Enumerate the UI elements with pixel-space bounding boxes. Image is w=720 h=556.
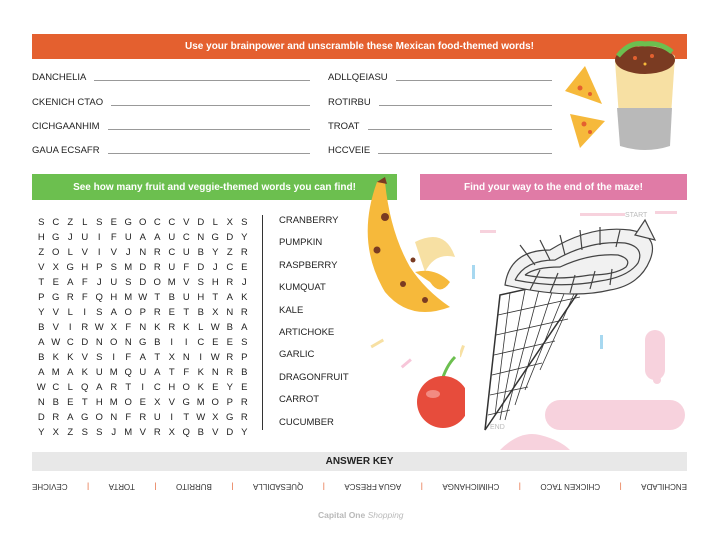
answer-separator: |	[154, 482, 157, 492]
grid-letter: W	[210, 322, 220, 333]
wordsearch-banner	[32, 174, 397, 200]
grid-letter: V	[52, 322, 59, 333]
answer-separator: |	[87, 482, 90, 492]
grid-letter: F	[81, 277, 88, 288]
grid-letter: U	[182, 292, 190, 303]
grid-letter: Z	[67, 217, 74, 228]
grid-letter: J	[67, 232, 73, 243]
grid-letter: J	[125, 247, 131, 258]
grid-letter: M	[167, 277, 176, 288]
grid-letter: G	[124, 217, 132, 228]
maze-end-label: END	[490, 424, 505, 431]
grid-letter: L	[67, 382, 73, 393]
grid-letter: L	[82, 217, 88, 228]
grid-letter: L	[67, 247, 73, 258]
grid-letter: R	[226, 277, 234, 288]
grid-letter: Y	[241, 232, 248, 243]
grid-letter: W	[210, 352, 220, 363]
word-item: KUMQUAT	[279, 282, 326, 294]
grid-letter: U	[168, 232, 176, 243]
grid-letter: K	[154, 322, 161, 333]
grid-letter: Y	[38, 307, 45, 318]
grid-letter: S	[241, 337, 248, 348]
grid-letter: I	[170, 337, 174, 348]
grid-letter: E	[67, 397, 74, 408]
grid-letter: M	[124, 292, 133, 303]
grid-letter: X	[168, 352, 175, 363]
answer-item: CEVICHE	[32, 482, 68, 492]
footer-brand	[318, 510, 404, 520]
grid-letter: E	[52, 277, 59, 288]
grid-letter: X	[226, 217, 233, 228]
grid-letter: A	[241, 322, 248, 333]
grid-letter: Y	[226, 382, 233, 393]
grid-letter: V	[110, 247, 117, 258]
grid-letter: M	[109, 397, 118, 408]
grid-letter: D	[226, 427, 234, 438]
burrito-illustration	[560, 36, 685, 156]
grid-letter: T	[212, 292, 219, 303]
grid-letter: D	[37, 412, 45, 423]
grid-letter: I	[170, 412, 174, 423]
grid-letter: A	[96, 382, 103, 393]
grid-letter: A	[67, 412, 74, 423]
grid-letter: E	[212, 382, 219, 393]
word-item: CARROT	[279, 394, 320, 406]
grid-letter: P	[96, 262, 103, 273]
grid-letter: X	[52, 427, 59, 438]
grid-letter: H	[168, 382, 176, 393]
grid-row	[34, 215, 252, 230]
grid-letter: R	[240, 397, 248, 408]
grid-letter: A	[139, 352, 146, 363]
grid-letter: U	[81, 232, 89, 243]
grid-letter: C	[182, 232, 190, 243]
grid-letter: J	[96, 277, 102, 288]
grid-letter: C	[168, 217, 176, 228]
grid-letter: B	[52, 397, 59, 408]
grid-letter: R	[226, 367, 234, 378]
grid-letter: H	[81, 262, 89, 273]
answer-separator: |	[420, 482, 423, 492]
grid-letter: U	[124, 232, 132, 243]
grid-letter: J	[212, 262, 218, 273]
grid-row	[34, 245, 252, 260]
grid-letter: Q	[81, 382, 89, 393]
grid-letter: V	[139, 427, 146, 438]
grid-letter: C	[197, 337, 205, 348]
grid-letter: K	[81, 367, 88, 378]
grid-letter: G	[182, 397, 190, 408]
grid-letter: C	[168, 247, 176, 258]
grid-letter: L	[67, 307, 73, 318]
answer-key-bar	[32, 452, 687, 471]
grid-letter: P	[241, 352, 248, 363]
grid-letter: X	[52, 262, 59, 273]
grid-letter: F	[125, 322, 132, 333]
grid-letter: T	[81, 397, 88, 408]
grid-letter: S	[81, 427, 88, 438]
fruit-illustration	[355, 172, 465, 432]
grid-letter: O	[211, 397, 219, 408]
grid-letter: N	[139, 322, 147, 333]
answer-separator: |	[322, 482, 325, 492]
grid-letter: G	[52, 292, 60, 303]
grid-letter: J	[111, 427, 117, 438]
grid-letter: R	[240, 307, 248, 318]
grid-letter: V	[81, 352, 88, 363]
grid-letter: P	[38, 292, 45, 303]
grid-letter: K	[183, 322, 190, 333]
grid-letter: O	[110, 337, 118, 348]
grid-row	[34, 305, 252, 320]
grid-letter: D	[139, 262, 147, 273]
grid-letter: T	[183, 307, 190, 318]
grid-letter: S	[241, 217, 248, 228]
unscramble-item: ADLLQEIASU	[328, 72, 552, 83]
grid-letter: G	[66, 262, 74, 273]
wordsearch-grid	[34, 215, 252, 440]
unscramble-item: CICHGAANHIM	[32, 121, 310, 132]
grid-letter: M	[109, 367, 118, 378]
grid-letter: R	[81, 322, 89, 333]
grid-letter: U	[153, 412, 161, 423]
grid-letter: N	[182, 352, 190, 363]
grid-letter: T	[154, 292, 161, 303]
grid-letter: E	[110, 217, 117, 228]
grid-letter: U	[110, 277, 118, 288]
grid-letter: N	[211, 367, 219, 378]
maze-start-label: START	[625, 212, 648, 219]
grid-letter: T	[154, 352, 161, 363]
grid-letter: A	[67, 277, 74, 288]
grid-letter: O	[52, 247, 60, 258]
grid-letter: D	[139, 277, 147, 288]
wordsearch-title: See how many fruit and veggie-themed words you can find!	[73, 181, 356, 193]
grid-letter: P	[139, 307, 146, 318]
unscramble-item: ROTIRBU	[328, 97, 552, 108]
word-item: GARLIC	[279, 349, 315, 361]
grid-row	[34, 335, 252, 350]
answer-item: CHICKEN TACO	[540, 482, 601, 492]
grid-letter: I	[112, 352, 116, 363]
grid-letter: R	[240, 247, 248, 258]
grid-letter: R	[226, 352, 234, 363]
grid-letter: D	[81, 337, 89, 348]
grid-letter: O	[153, 277, 161, 288]
grid-letter: I	[141, 382, 145, 393]
grid-letter: K	[197, 382, 204, 393]
grid-letter: S	[96, 352, 103, 363]
grid-letter: V	[183, 277, 190, 288]
grid-letter: G	[52, 232, 60, 243]
grid-letter: Y	[38, 427, 45, 438]
grid-letter: C	[153, 382, 161, 393]
grid-letter: A	[67, 367, 74, 378]
grid-letter: C	[226, 262, 234, 273]
grid-letter: K	[241, 292, 248, 303]
grid-letter: C	[153, 217, 161, 228]
grid-letter: I	[97, 232, 101, 243]
grid-letter: B	[226, 322, 233, 333]
answer-item: CHIMICHANGA	[442, 482, 500, 492]
grid-letter: F	[81, 292, 88, 303]
grid-letter: Q	[182, 427, 190, 438]
grid-letter: L	[198, 322, 204, 333]
grid-letter: W	[94, 322, 104, 333]
brand-logo: Capital One	[318, 510, 366, 520]
grid-row	[34, 230, 252, 245]
grid-letter: V	[183, 217, 190, 228]
grid-letter: H	[37, 232, 45, 243]
word-item: CRANBERRY	[279, 215, 339, 226]
grid-letter: S	[197, 277, 204, 288]
grid-letter: U	[95, 367, 103, 378]
grid-letter: A	[38, 337, 45, 348]
grid-letter: S	[110, 262, 117, 273]
grid-letter: G	[81, 412, 89, 423]
grid-letter: E	[241, 262, 248, 273]
word-item: DRAGONFRUIT	[279, 371, 349, 383]
answer-key-title: ANSWER KEY	[325, 456, 394, 467]
grid-letter: A	[38, 367, 45, 378]
grid-letter: N	[197, 232, 205, 243]
grid-row	[34, 380, 252, 395]
grid-letter: H	[211, 277, 219, 288]
grid-letter: B	[38, 322, 45, 333]
grid-letter: G	[211, 232, 219, 243]
grid-row	[34, 365, 252, 380]
grid-row	[34, 260, 252, 275]
grid-letter: T	[183, 412, 190, 423]
grid-letter: S	[96, 307, 103, 318]
grid-letter: B	[154, 337, 161, 348]
grid-letter: D	[197, 262, 205, 273]
grid-letter: T	[38, 277, 45, 288]
grid-letter: C	[52, 382, 60, 393]
grid-letter: N	[124, 337, 132, 348]
grid-letter: R	[66, 292, 74, 303]
grid-letter: R	[139, 412, 147, 423]
grid-letter: M	[124, 427, 133, 438]
grid-letter: V	[81, 247, 88, 258]
grid-letter: O	[124, 307, 132, 318]
grid-letter: B	[197, 427, 204, 438]
grid-letter: V	[38, 262, 45, 273]
grid-letter: S	[38, 217, 45, 228]
grid-letter: G	[226, 412, 234, 423]
grid-letter: O	[124, 397, 132, 408]
grid-letter: B	[38, 352, 45, 363]
answer-separator: |	[231, 482, 234, 492]
grid-letter: C	[66, 337, 74, 348]
grid-letter: N	[95, 337, 103, 348]
maze-illustration	[460, 205, 690, 450]
grid-letter: L	[212, 217, 218, 228]
grid-letter: I	[68, 322, 72, 333]
answer-item: TORTA	[108, 482, 135, 492]
grid-letter: V	[168, 397, 175, 408]
word-item: RASPBERRY	[279, 259, 338, 271]
unscramble-item: GAUA ECSAFR	[32, 145, 310, 156]
grid-letter: R	[110, 382, 118, 393]
grid-letter: B	[197, 247, 204, 258]
grid-letter: F	[125, 412, 132, 423]
grid-letter: H	[110, 292, 118, 303]
answer-item: BURRITO	[176, 482, 212, 492]
grid-row	[34, 320, 252, 335]
grid-letter: D	[226, 232, 234, 243]
unscramble-item: CKENICH CTAO	[32, 97, 310, 108]
grid-row	[34, 350, 252, 365]
grid-letter: R	[168, 322, 176, 333]
grid-letter: R	[153, 247, 161, 258]
grid-letter: I	[97, 247, 101, 258]
grid-letter: Z	[38, 247, 45, 258]
grid-letter: T	[125, 382, 132, 393]
grid-letter: Z	[226, 247, 233, 258]
grid-letter: S	[96, 217, 103, 228]
grid-letter: N	[37, 397, 45, 408]
grid-letter: B	[241, 367, 248, 378]
grid-row	[34, 395, 252, 410]
answer-key-list	[32, 481, 687, 493]
grid-letter: O	[139, 217, 147, 228]
grid-letter: V	[52, 307, 59, 318]
grid-letter: F	[183, 367, 190, 378]
grid-letter: K	[52, 352, 59, 363]
grid-letter: E	[168, 307, 175, 318]
grid-letter: Z	[67, 427, 74, 438]
grid-letter: W	[36, 382, 46, 393]
grid-letter: R	[52, 412, 60, 423]
unscramble-item: HCCVEIE	[328, 145, 552, 156]
grid-letter: E	[212, 337, 219, 348]
unscramble-item: TROAT	[328, 121, 552, 132]
grid-letter: S	[125, 277, 132, 288]
grid-letter: K	[197, 367, 204, 378]
divider	[262, 215, 263, 430]
grid-letter: R	[153, 307, 161, 318]
grid-letter: U	[139, 367, 147, 378]
answer-item: QUESADILLA	[253, 482, 304, 492]
grid-letter: V	[212, 427, 219, 438]
grid-row	[34, 290, 252, 305]
grid-letter: M	[51, 367, 60, 378]
answer-item: ENCHILADA	[641, 482, 687, 492]
grid-letter: O	[95, 412, 103, 423]
grid-letter: I	[184, 337, 188, 348]
word-item: ARTICHOKE	[279, 326, 335, 338]
grid-letter: X	[168, 427, 175, 438]
grid-letter: X	[212, 412, 219, 423]
grid-letter: N	[139, 247, 147, 258]
grid-letter: M	[196, 397, 205, 408]
grid-letter: E	[241, 382, 248, 393]
grid-letter: B	[197, 307, 204, 318]
grid-letter: Q	[95, 292, 103, 303]
grid-letter: O	[182, 382, 190, 393]
word-item: KALE	[279, 304, 304, 316]
grid-letter: U	[182, 247, 190, 258]
grid-letter: P	[226, 397, 233, 408]
grid-letter: A	[154, 232, 161, 243]
grid-letter: A	[226, 292, 233, 303]
grid-letter: S	[96, 427, 103, 438]
grid-letter: X	[212, 307, 219, 318]
wordsearch-word-list	[279, 215, 349, 439]
grid-letter: E	[139, 397, 146, 408]
grid-row	[34, 425, 252, 440]
grid-letter: W	[196, 412, 206, 423]
grid-letter: U	[168, 262, 176, 273]
grid-row	[34, 410, 252, 425]
unscramble-title: Use your brainpower and unscramble these Mexican food-themed words!	[185, 41, 534, 52]
word-item: CUCUMBER	[279, 416, 334, 428]
grid-letter: H	[197, 292, 205, 303]
grid-letter: N	[226, 307, 234, 318]
grid-letter: I	[83, 307, 87, 318]
grid-letter: A	[154, 367, 161, 378]
grid-letter: A	[110, 307, 117, 318]
grid-letter: W	[138, 292, 148, 303]
grid-letter: I	[199, 352, 203, 363]
grid-letter: F	[125, 352, 132, 363]
answer-separator: |	[518, 482, 521, 492]
grid-letter: X	[110, 322, 117, 333]
grid-letter: M	[124, 262, 133, 273]
grid-letter: G	[139, 337, 147, 348]
grid-letter: T	[168, 367, 175, 378]
brand-product: Shopping	[367, 510, 404, 520]
grid-letter: D	[197, 217, 205, 228]
grid-row	[34, 275, 252, 290]
grid-letter: X	[154, 397, 161, 408]
word-item: PUMPKIN	[279, 237, 323, 249]
answer-separator: |	[619, 482, 622, 492]
unscramble-item: DANCHELIA	[32, 72, 310, 83]
grid-letter: H	[95, 397, 103, 408]
grid-letter: A	[139, 232, 146, 243]
grid-letter: C	[52, 217, 60, 228]
grid-letter: F	[110, 232, 117, 243]
answer-item: AGUA FRESCA	[344, 482, 402, 492]
grid-letter: B	[168, 292, 175, 303]
grid-letter: W	[51, 337, 61, 348]
grid-letter: J	[241, 277, 247, 288]
grid-letter: Q	[124, 367, 132, 378]
grid-letter: K	[67, 352, 74, 363]
maze-title: Find your way to the end of the maze!	[464, 181, 643, 193]
grid-letter: N	[110, 412, 118, 423]
grid-letter: Y	[241, 427, 248, 438]
grid-letter: R	[153, 262, 161, 273]
grid-letter: E	[226, 337, 233, 348]
grid-letter: R	[240, 412, 248, 423]
grid-letter: Y	[212, 247, 219, 258]
grid-letter: R	[153, 427, 161, 438]
grid-letter: F	[183, 262, 190, 273]
